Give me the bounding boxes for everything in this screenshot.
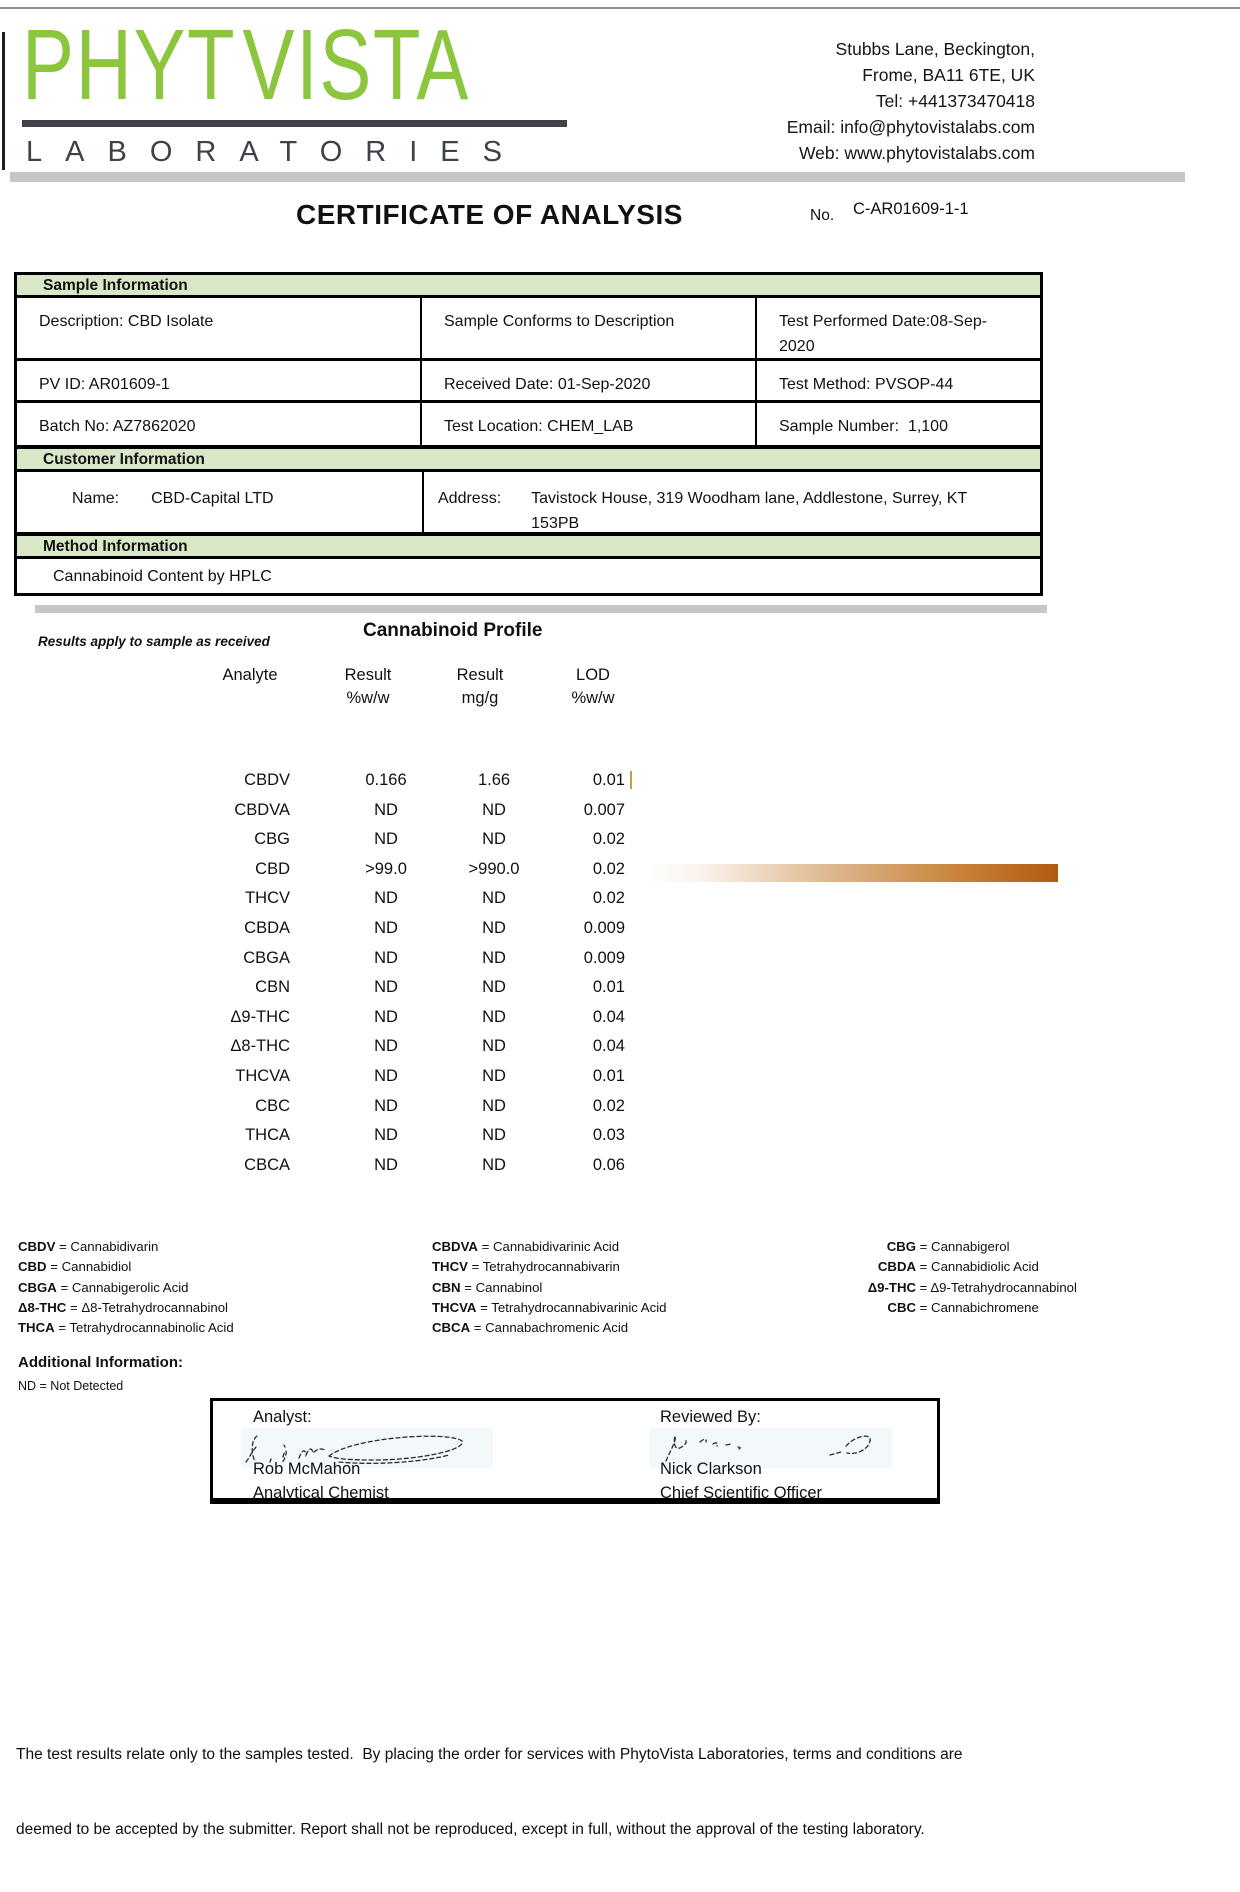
customer-name-cell [17, 472, 422, 532]
result-ww-cell: ND [374, 1007, 398, 1026]
result-ww-cell: >99.0 [365, 859, 407, 878]
method-value: Cannabinoid Content by HPLC [53, 568, 272, 585]
lod-cell: 0.02 [592, 830, 625, 849]
sample-info-cell: Test Location: CHEM_LAB [422, 403, 757, 445]
analyte-cell: CBDA [244, 918, 290, 937]
result-mgg-cell: ND [482, 1096, 506, 1115]
lod-cell: 0.02 [592, 889, 625, 908]
result-ww-cell: ND [374, 889, 398, 908]
legend-item: CBDVA = Cannabidivarinic Acid [432, 1239, 620, 1254]
column-header-analyte: Analyte [222, 666, 278, 684]
column-header-result-mgg: Result [456, 666, 504, 684]
cbd-gradient-bar [646, 864, 1058, 882]
result-mgg-cell: ND [482, 830, 506, 849]
lod-cell: 0.02 [592, 859, 625, 878]
cannabinoid-row [0, 1121, 1240, 1151]
legend-item: CBGA = Cannabigerolic Acid [18, 1279, 189, 1295]
result-mgg-cell: ND [482, 889, 506, 908]
result-ww-cell: ND [374, 918, 398, 937]
cannabinoid-row [0, 914, 1240, 944]
lod-cell: 0.009 [583, 918, 625, 937]
sample-info-cell: Received Date: 01-Sep-2020 [422, 361, 757, 400]
sample-info-cell: Sample Conforms to Description [422, 298, 757, 361]
cannabinoid-row [0, 884, 1240, 914]
lod-cell: 0.06 [592, 1155, 625, 1174]
footer-line-2: deemed to be accepted by the submitter. Report shall not be reproduced, except in full, without the approval of the testing laboratory. [16, 1821, 925, 1838]
legend-item: CBDA = Cannabidiolic Acid [877, 1259, 1039, 1275]
cannabinoid-row [0, 1003, 1240, 1033]
result-mgg-cell: ND [482, 1037, 506, 1056]
certificate-number-label: No. [810, 207, 835, 224]
analyte-cell: THCA [245, 1126, 290, 1145]
sample-info-cell: PV ID: AR01609-1 [17, 361, 422, 400]
logo-word-post: VISTA [242, 8, 470, 121]
sample-info-cell: Test Method: PVSOP-44 [779, 376, 954, 393]
result-mgg-cell: ND [482, 1155, 506, 1174]
analyte-cell: CBC [255, 1096, 290, 1115]
result-ww-cell: ND [374, 800, 398, 819]
result-mgg-cell: ND [482, 1007, 506, 1026]
customer-name-label: Name: [72, 490, 120, 507]
cannabinoid-row [0, 1151, 1240, 1181]
section-header-method-information: Method Information [17, 532, 1040, 559]
result-mgg-cell: >990.0 [468, 859, 520, 878]
cannabinoid-row [0, 973, 1240, 1003]
result-ww-cell: ND [374, 1066, 398, 1085]
lod-cell: 0.01 [592, 1066, 625, 1085]
analyst-name: Rob McMahon [253, 1460, 361, 1478]
analyst-role: Analytical Chemist [253, 1484, 389, 1502]
cannabinoid-row [0, 796, 1240, 826]
analyte-cell: Δ9-THC [230, 1007, 290, 1026]
lod-cell: 0.04 [592, 1037, 625, 1056]
legend-item: CBN = Cannabinol [432, 1279, 543, 1295]
section-divider-bar [35, 605, 1047, 613]
customer-address-value: Tavistock House, 319 Woodham lane, Addlestone, Surrey, KT 153PB [531, 490, 967, 532]
cannabinoid-row [0, 1032, 1240, 1062]
result-mgg-cell: 1.66 [477, 771, 511, 789]
additional-information-title: Additional Information: [18, 1354, 183, 1371]
result-mgg-cell: ND [482, 948, 506, 967]
contact-line: Frome, BA11 6TE, UK [862, 65, 1035, 85]
sample-info-cell: Description: CBD Isolate [17, 298, 422, 361]
column-header-result-ww: Result [344, 666, 392, 684]
result-mgg-cell: ND [482, 918, 506, 937]
contact-line: Email: info@phytovistalabs.com [786, 117, 1035, 137]
analyte-cell: CBCA [244, 1155, 290, 1174]
result-ww-cell: ND [374, 1037, 398, 1056]
cannabinoid-row [0, 1062, 1240, 1092]
analyte-cell: CBD [255, 859, 290, 878]
analyte-cell: CBG [254, 830, 290, 849]
legend-item: THCVA = Tetrahydrocannabivarinic Acid [432, 1299, 667, 1315]
signature-box [210, 1398, 940, 1504]
text-cursor-artifact [630, 771, 632, 789]
lab-contact-block [787, 36, 1035, 166]
analyte-cell: CBDV [244, 771, 290, 789]
logo-subtitle: LABORATORIES [26, 136, 525, 168]
contact-line: Web: www.phytovistalabs.com [798, 143, 1035, 163]
customer-address-label: Address: [438, 490, 502, 507]
analyte-cell: CBN [255, 978, 290, 997]
result-ww-cell: 0.166 [365, 771, 407, 789]
result-ww-cell: ND [374, 1096, 398, 1115]
nd-definition: ND = Not Detected [18, 1379, 124, 1393]
scan-edge-left [2, 32, 5, 170]
logo-word-pre: PHYT [22, 8, 237, 121]
analyte-cell: THCVA [235, 1066, 290, 1085]
results-note: Results apply to sample as received [38, 634, 270, 649]
lod-cell: 0.01 [592, 771, 625, 789]
sample-information-grid [17, 298, 1040, 445]
header-divider-bar [10, 172, 1185, 182]
legend-item: Δ9-THC = Δ9-Tetrahydrocannabinol [867, 1279, 1077, 1295]
customer-information-row [17, 472, 1040, 532]
analyte-cell: THCV [245, 889, 290, 908]
lod-cell: 0.01 [592, 978, 625, 997]
column-header-lod-unit: %w/w [571, 689, 615, 707]
reviewer-label: Reviewed By: [660, 1408, 761, 1426]
legend-item: THCV = Tetrahydrocannabivarin [432, 1259, 620, 1275]
sample-info-cell: Sample Number: 1,100 [779, 418, 948, 435]
legend-item: CBDV = Cannabidivarin [18, 1239, 159, 1254]
legend-item: CBC = Cannabichromene [887, 1299, 1039, 1315]
sample-info-row [17, 361, 1040, 403]
customer-name-value: CBD-Capital LTD [151, 490, 274, 507]
lod-cell: 0.04 [592, 1007, 625, 1026]
sample-info-row [17, 403, 1040, 445]
result-ww-cell: ND [374, 948, 398, 967]
column-header-result-ww-unit: %w/w [346, 689, 390, 707]
legend-column-1 [18, 1239, 234, 1340]
analyte-cell: CBGA [243, 948, 290, 967]
legend-item: CBD = Cannabidiol [18, 1259, 132, 1275]
legend-column-2 [432, 1239, 666, 1340]
result-mgg-cell: ND [482, 978, 506, 997]
result-ww-cell: ND [374, 830, 398, 849]
sample-info-cell: Batch No: AZ7862020 [17, 403, 422, 445]
lod-cell: 0.03 [592, 1126, 625, 1145]
result-mgg-cell: ND [482, 800, 506, 819]
column-header-result-mgg-unit: mg/g [461, 689, 499, 707]
analyte-cell: CBDVA [234, 800, 290, 819]
legend-item: CBCA = Cannabachromenic Acid [432, 1320, 629, 1336]
analyst-label: Analyst: [253, 1408, 312, 1426]
cannabinoid-row [0, 766, 1240, 796]
legend-item: Δ8-THC = Δ8-Tetrahydrocannabinol [18, 1299, 228, 1315]
customer-address-cell [422, 472, 1040, 532]
cannabinoid-profile-title: Cannabinoid Profile [363, 620, 543, 641]
cannabinoid-table [0, 766, 1240, 1180]
lod-cell: 0.02 [592, 1096, 625, 1115]
lod-cell: 0.007 [583, 800, 625, 819]
result-ww-cell: ND [374, 1155, 398, 1174]
legend-item: THCA = Tetrahydrocannabinolic Acid [18, 1320, 234, 1336]
contact-line: Tel: +441373470418 [875, 91, 1035, 111]
footer-line-1: The test results relate only to the samples tested. By placing the order for services with PhytoVista Laboratories, terms and conditions are [16, 1746, 963, 1763]
info-table [14, 272, 1043, 596]
footer-disclaimer [16, 1692, 1166, 1892]
result-mgg-cell: ND [482, 1126, 506, 1145]
cannabinoid-row [0, 825, 1240, 855]
reviewer-role: Chief Scientific Officer [660, 1484, 823, 1502]
contact-line: Stubbs Lane, Beckington, [835, 39, 1035, 59]
cannabinoid-row [0, 944, 1240, 974]
result-ww-cell: ND [374, 978, 398, 997]
sample-info-row [17, 298, 1040, 361]
result-mgg-cell: ND [482, 1066, 506, 1085]
phytovista-logo [22, 8, 582, 169]
logo-wordmark [22, 8, 470, 121]
section-header-sample-information: Sample Information [17, 275, 1040, 298]
result-ww-cell: ND [374, 1126, 398, 1145]
analyte-cell: Δ8-THC [230, 1037, 290, 1056]
section-header-customer-information: Customer Information [17, 445, 1040, 472]
cannabinoid-row [0, 1092, 1240, 1122]
lod-cell: 0.009 [583, 948, 625, 967]
sample-info-cell: Test Performed Date:08-Sep-2020 [779, 313, 988, 355]
column-header-lod: LOD [576, 666, 610, 684]
page-title: CERTIFICATE OF ANALYSIS [296, 199, 683, 230]
legend-item: CBG = Cannabigerol [886, 1239, 1010, 1254]
certificate-number-value: C-AR01609-1-1 [853, 200, 969, 218]
legend-column-3 [852, 1239, 1077, 1320]
reviewer-name: Nick Clarkson [660, 1460, 762, 1478]
